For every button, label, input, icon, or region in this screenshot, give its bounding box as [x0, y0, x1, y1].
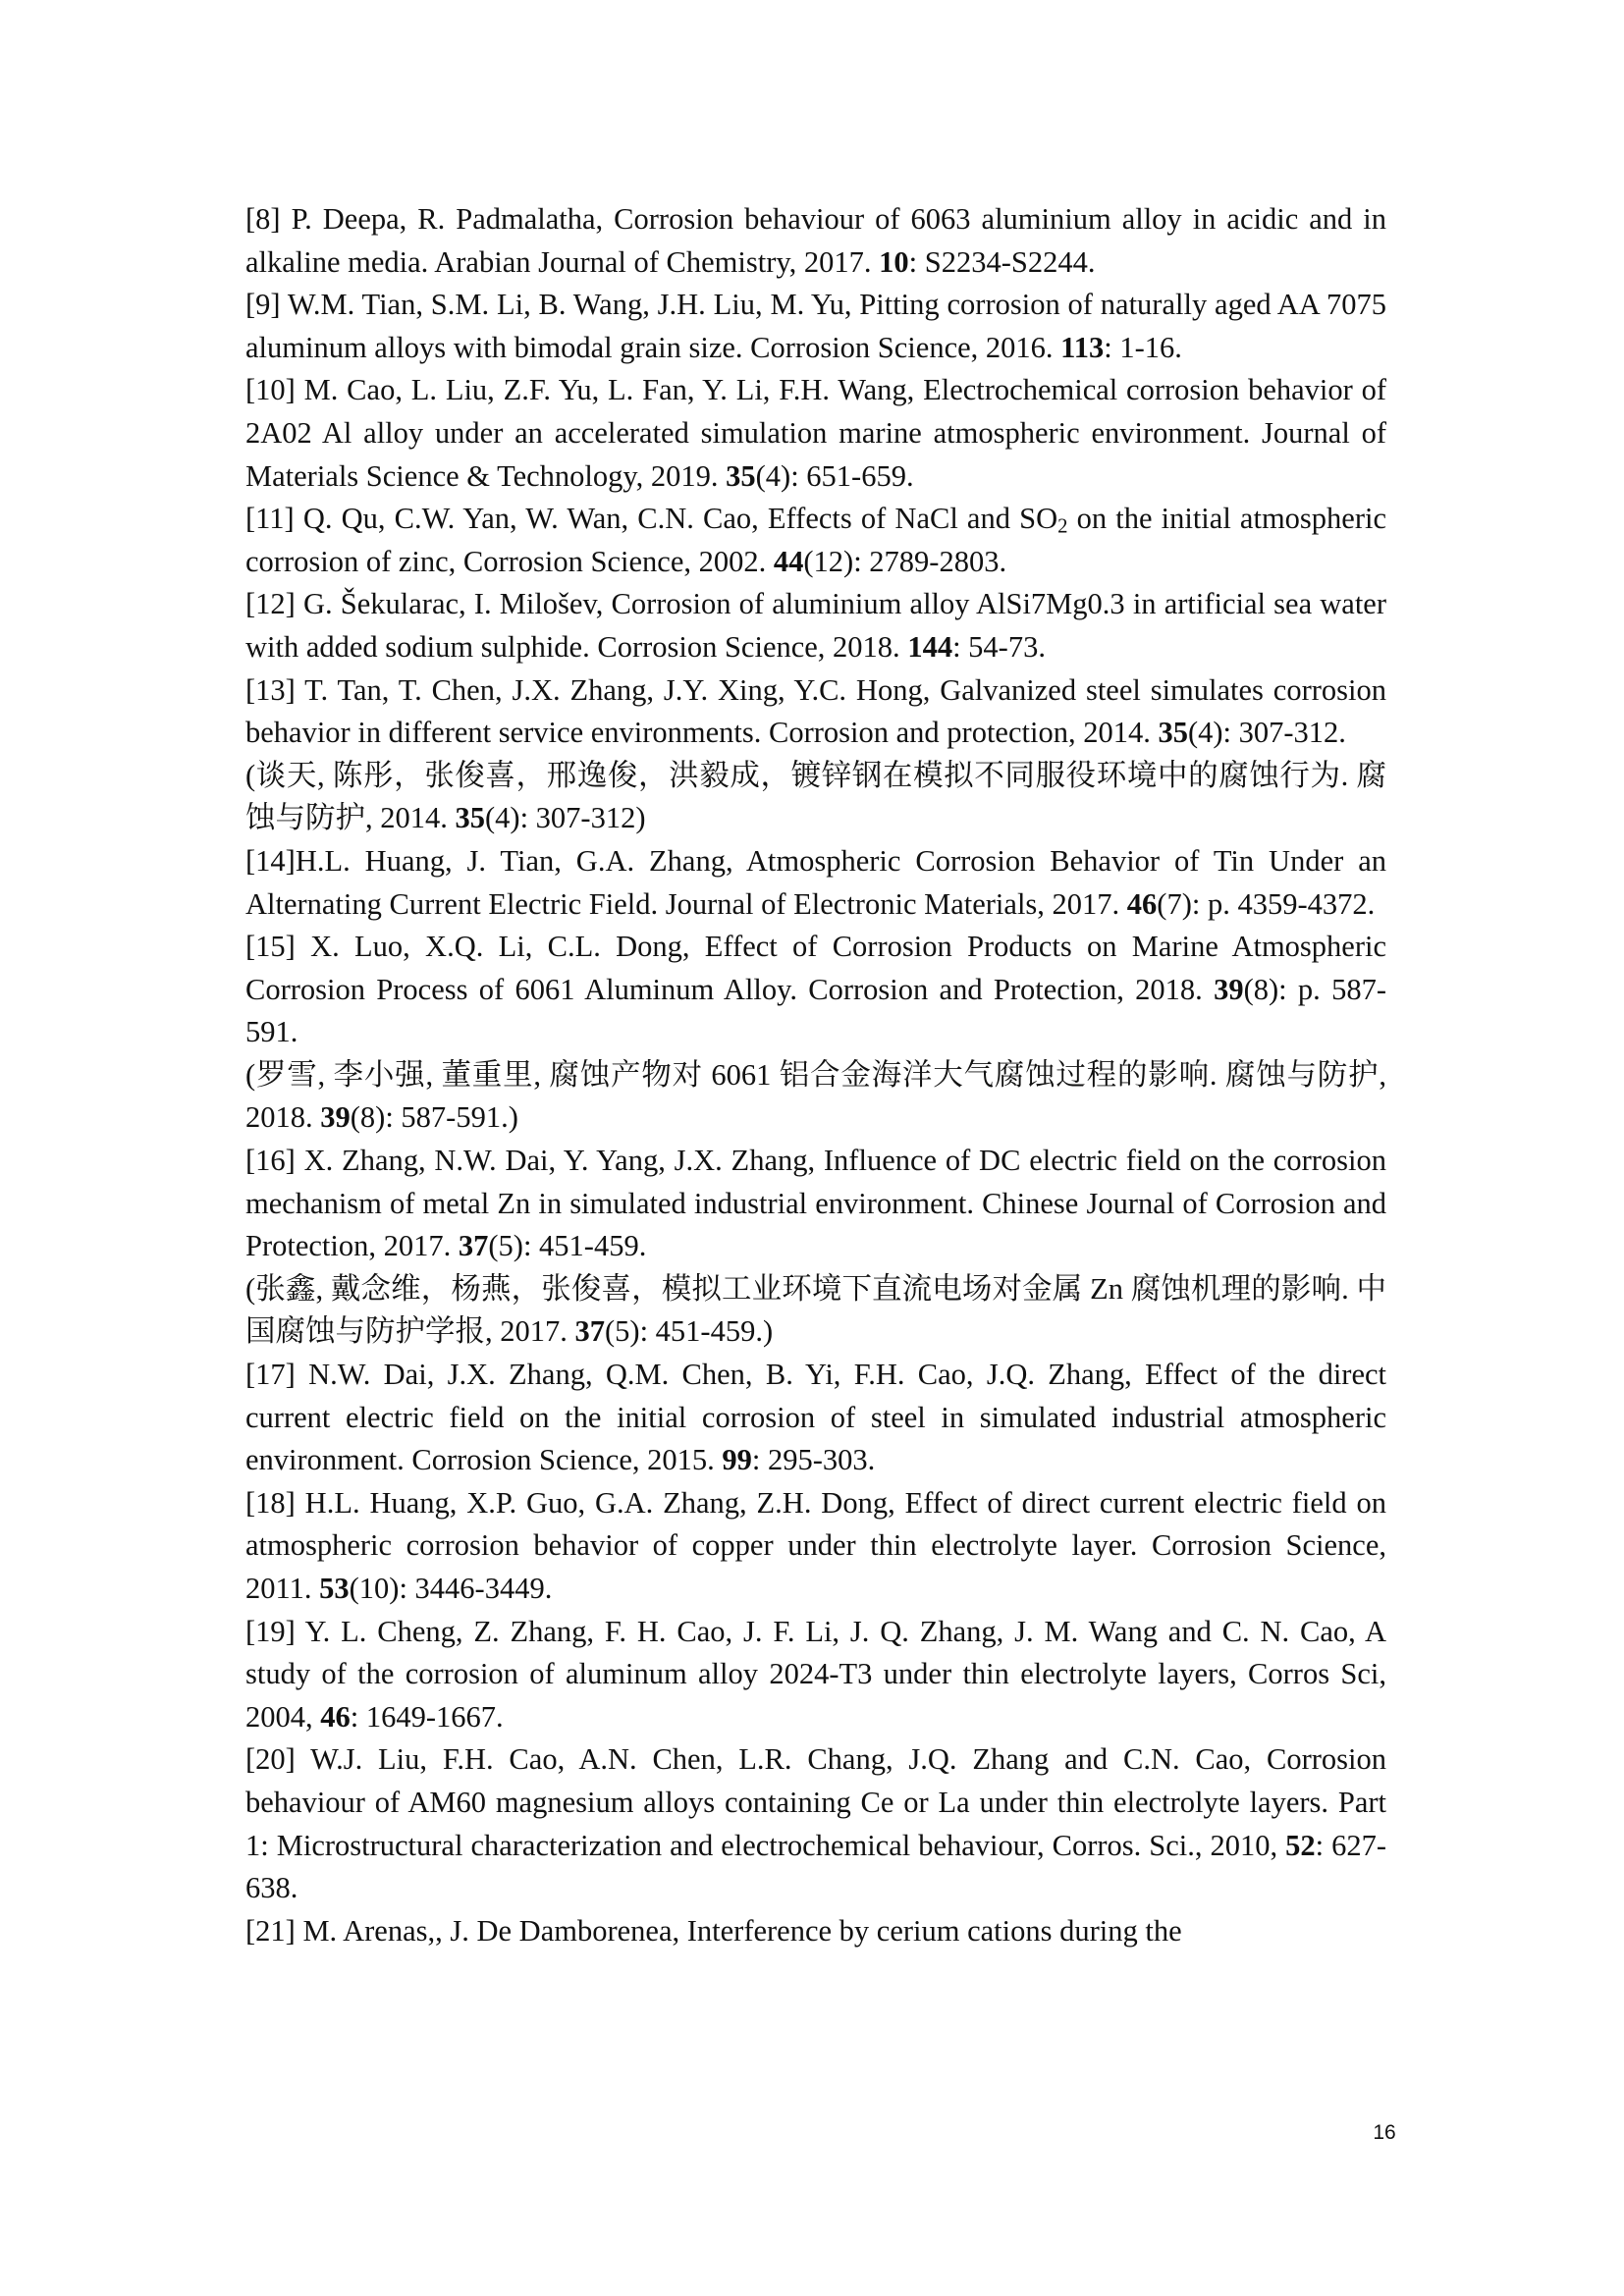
volume-number: 35	[726, 458, 756, 493]
volume-number: 35	[1158, 716, 1188, 750]
reference-text: [16] X. Zhang, N.W. Dai, Y. Yang, J.X. Zhang, Influence of DC electric field on the corrosion mechanism of metal Zn in simulated industrial environment. Chinese Journal of Corrosion and Protection, 2017.	[245, 1144, 1386, 1263]
reference-entry-ref-21	[245, 1910, 1386, 1953]
subscript-text: 2	[1057, 515, 1068, 538]
reference-text: : 1649-1667.	[350, 1699, 504, 1734]
volume-number: 52	[1285, 1828, 1316, 1862]
reference-text: (10): 3446-3449.	[349, 1572, 553, 1605]
reference-text: (5): 451-459.	[488, 1229, 647, 1263]
reference-text: [20] W.J. Liu, F.H. Cao, A.N. Chen, L.R. Chang, J.Q. Zhang and C.N. Cao, Corrosion behaviour of AM60 magnesium alloys containing Ce or La under thin electrolyte layers. Part 1: Microstructural characterization and electrochemical behaviour, Corros. Sci., 2010,	[245, 1742, 1386, 1862]
reference-entry-ref-13-cn	[245, 755, 1386, 840]
volume-number: 46	[320, 1699, 351, 1734]
reference-text: (8): 587-591.)	[350, 1100, 518, 1135]
reference-entry-ref-17	[245, 1354, 1386, 1482]
reference-text: [8] P. Deepa, R. Padmalatha, Corrosion behaviour of 6063 aluminium alloy in acidic and in alkaline media. Arabian Journal of Chemistry, 2017.	[245, 202, 1386, 279]
volume-number: 44	[773, 544, 804, 578]
reference-text: [19] Y. L. Cheng, Z. Zhang, F. H. Cao, J. F. Li, J. Q. Zhang, J. M. Wang and C. N. Cao, A study of the corrosion of aluminum alloy 2024-T3 under thin electrolyte layers, Corros Sci, 2004,	[245, 1614, 1386, 1734]
reference-text: on the initial atmospheric corrosion of zinc, Corrosion Science, 2002.	[245, 502, 1386, 578]
reference-text: [10] M. Cao, L. Liu, Z.F. Yu, L. Fan, Y. Li, F.H. Wang, Electrochemical corrosion behavior of 2A02 Al alloy under an accelerated simulation marine atmospheric environment. Journal of Materials Science & Technology, 2019.	[245, 373, 1386, 493]
reference-list	[245, 198, 1386, 1952]
reference-text: (谈天, 陈彤，张俊喜，邢逸俊，洪毅成，镀锌钢在模拟不同服役环境中的腐蚀行为. 腐蚀与防护, 2014.	[245, 758, 1386, 835]
reference-entry-ref-19	[245, 1611, 1386, 1739]
volume-number: 46	[1126, 886, 1158, 921]
reference-text: (罗雪, 李小强, 董重里, 腐蚀产物对 6061 铝合金海洋大气腐蚀过程的影响. 腐蚀与防护, 2018.	[245, 1057, 1386, 1135]
reference-text: : 295-303.	[751, 1443, 876, 1477]
reference-text: : 1-16.	[1104, 330, 1182, 364]
reference-text: (7): p. 4359-4372.	[1157, 886, 1376, 921]
reference-text: : 54-73.	[952, 629, 1046, 664]
reference-entry-ref-15	[245, 926, 1386, 1054]
volume-number: 113	[1060, 330, 1105, 364]
reference-text: : S2234-S2244.	[908, 244, 1096, 279]
reference-entry-ref-8	[245, 198, 1386, 284]
volume-number: 99	[722, 1443, 752, 1477]
reference-entry-ref-10	[245, 369, 1386, 498]
reference-text: (4): 651-659.	[755, 458, 914, 493]
reference-text: [18] H.L. Huang, X.P. Guo, G.A. Zhang, Z.H. Dong, Effect of direct current electric field on atmospheric corrosion behavior of copper under thin electrolyte layer. Corrosion Science, 2011.	[245, 1485, 1386, 1605]
reference-text: (4): 307-312.	[1187, 716, 1346, 750]
reference-text: [13] T. Tan, T. Chen, J.X. Zhang, J.Y. Xing, Y.C. Hong, Galvanized steel simulates corrosion behavior in different service environments. Corrosion and protection, 2014.	[245, 672, 1386, 750]
volume-number: 10	[879, 244, 909, 279]
volume-number: 53	[319, 1572, 350, 1605]
reference-text: [11] Q. Qu, C.W. Yan, W. Wan, C.N. Cao, Effects of NaCl and SO	[245, 502, 1058, 536]
reference-text: [12] G. Šekularac, I. Milošev, Corrosion of aluminium alloy AlSi7Mg0.3 in artificial sea water with added sodium sulphide. Corrosion Science, 2018.	[245, 587, 1386, 664]
reference-entry-ref-11	[245, 498, 1386, 583]
reference-text: (8): p. 587-591.	[245, 972, 1386, 1049]
reference-text: (张鑫, 戴念维，杨燕，张俊喜，模拟工业环境下直流电场对金属 Zn 腐蚀机理的影响. 中国腐蚀与防护学报, 2017.	[245, 1271, 1386, 1349]
reference-entry-ref-20	[245, 1738, 1386, 1909]
volume-number: 39	[1214, 972, 1244, 1006]
reference-text: : 627-638.	[245, 1828, 1386, 1905]
volume-number: 35	[455, 801, 485, 835]
reference-entry-ref-16	[245, 1140, 1386, 1268]
reference-text: [21] M. Arenas,, J. De Damborenea, Interference by cerium cations during the	[245, 1913, 1182, 1948]
volume-number: 144	[907, 629, 953, 664]
reference-entry-ref-9	[245, 284, 1386, 369]
reference-entry-ref-14	[245, 840, 1386, 926]
reference-entry-ref-16-cn	[245, 1268, 1386, 1354]
reference-text: (4): 307-312)	[485, 801, 646, 835]
reference-entry-ref-18	[245, 1482, 1386, 1611]
reference-text: [9] W.M. Tian, S.M. Li, B. Wang, J.H. Liu, M. Yu, Pitting corrosion of naturally aged AA 7075 aluminum alloys with bimodal grain size. Corrosion Science, 2016.	[245, 288, 1386, 364]
reference-entry-ref-12	[245, 583, 1386, 668]
reference-entry-ref-13	[245, 669, 1386, 755]
page-number: 16	[1373, 2121, 1396, 2144]
reference-text: (5): 451-459.)	[605, 1314, 774, 1349]
volume-number: 37	[458, 1229, 489, 1263]
volume-number: 39	[320, 1100, 351, 1135]
reference-text: [15] X. Luo, X.Q. Li, C.L. Dong, Effect of Corrosion Products on Marine Atmospheric Corrosion Process of 6061 Aluminum Alloy. Corrosion and Protection, 2018.	[245, 930, 1386, 1006]
reference-text: (12): 2789-2803.	[803, 544, 1007, 578]
reference-text: [14]H.L. Huang, J. Tian, G.A. Zhang, Atmospheric Corrosion Behavior of Tin Under an Alternating Current Electric Field. Journal of Electronic Materials, 2017.	[245, 843, 1386, 921]
volume-number: 37	[574, 1314, 605, 1349]
reference-text: [17] N.W. Dai, J.X. Zhang, Q.M. Chen, B. Yi, F.H. Cao, J.Q. Zhang, Effect of the direct current electric field on the initial corrosion of steel in simulated industrial atmospheric environment. Corrosion Science, 2015.	[245, 1358, 1386, 1477]
reference-entry-ref-15-cn	[245, 1054, 1386, 1140]
